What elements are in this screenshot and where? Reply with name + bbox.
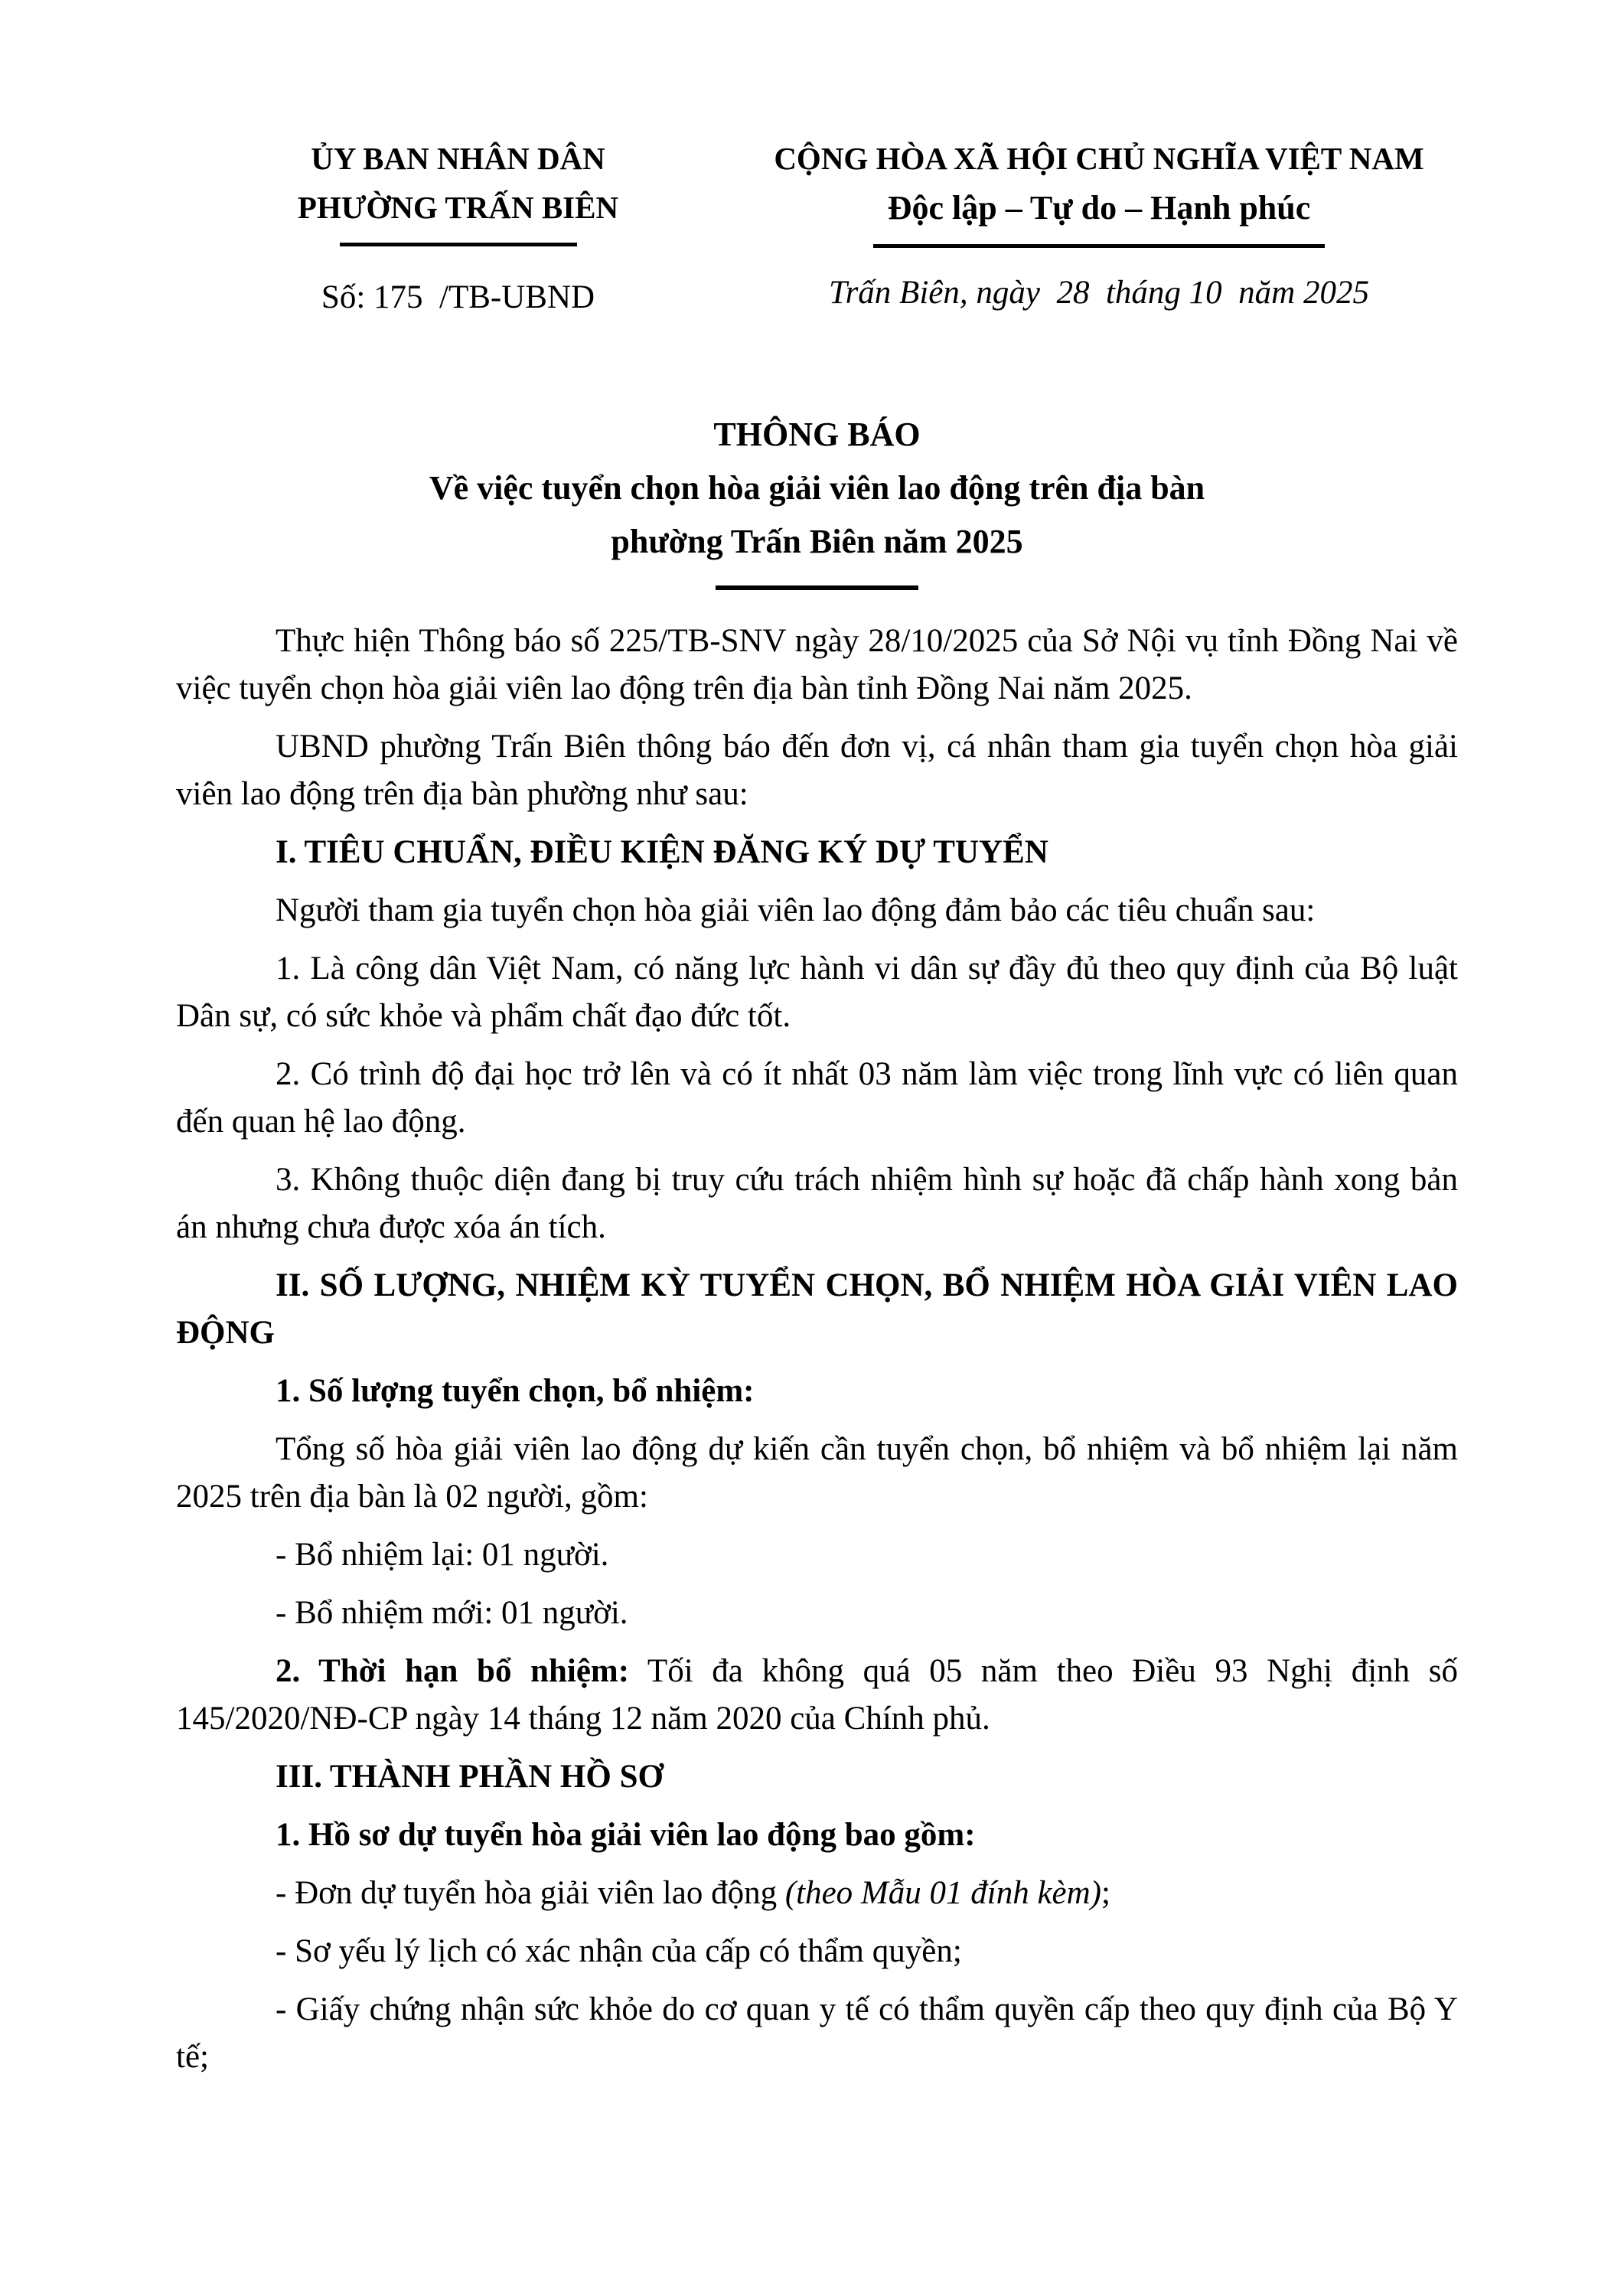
title-underline xyxy=(716,585,918,590)
agency-name-line2: PHƯỜNG TRẤN BIÊN xyxy=(297,190,619,225)
list-item-application-form xyxy=(176,1870,1458,1917)
motto-underline xyxy=(873,244,1325,248)
section-heading-2: II. SỐ LƯỢNG, NHIỆM KỲ TUYỂN CHỌN, BỔ NHIỆM HÒA GIẢI VIÊN LAO ĐỘNG xyxy=(176,1267,1458,1351)
issuing-agency-block xyxy=(176,134,740,316)
list-item-health-certificate: - Giấy chứng nhận sức khỏe do cơ quan y tế có thẩm quyền cấp theo quy định của Bộ Y tế; xyxy=(176,1991,1458,2075)
place-date-line: Trấn Biên, ngày 28 tháng 10 năm 2025 xyxy=(829,275,1369,311)
agency-underline xyxy=(340,243,577,246)
criteria-item-1: 1. Là công dân Việt Nam, có năng lực hành vi dân sự đầy đủ theo quy định của Bộ luật Dân sự, có sức khỏe và phẩm chất đạo đức tốt. xyxy=(176,951,1458,1034)
document-subject-line2: phường Trấn Biên năm 2025 xyxy=(611,523,1023,560)
list-item-reappoint: - Bổ nhiệm lại: 01 người. xyxy=(276,1537,609,1573)
list-item-resume: - Sơ yếu lý lịch có xác nhận của cấp có thẩm quyền; xyxy=(276,1933,962,1969)
title-underline-wrap xyxy=(176,569,1458,590)
list-item-newappoint: - Bổ nhiệm mới: 01 người. xyxy=(276,1595,628,1631)
criteria-item-3: 3. Không thuộc diện đang bị truy cứu trách nhiệm hình sự hoặc đã chấp hành xong bản án nhưng chưa được xóa án tích. xyxy=(176,1162,1458,1245)
paragraph-term xyxy=(176,1648,1458,1743)
agency-name-line1: ỦY BAN NHÂN DÂN xyxy=(311,141,605,176)
document-type-title: THÔNG BÁO xyxy=(713,416,921,453)
document-header xyxy=(176,134,1458,316)
criteria-item-2: 2. Có trình độ đại học trở lên và có ít nhất 03 năm làm việc trong lĩnh vực có liên quan đến quan hệ lao động. xyxy=(176,1056,1458,1140)
paragraph-quantity: Tổng số hòa giải viên lao động dự kiến cần tuyển chọn, bổ nhiệm và bổ nhiệm lại năm 2025 trên địa bàn là 02 người, gồm: xyxy=(176,1431,1458,1515)
motto-underline-wrap xyxy=(740,233,1458,248)
document-number: Số: 175 /TB-UBND xyxy=(321,279,595,315)
document-title-block xyxy=(176,408,1458,590)
term-label: 2. Thời hạn bổ nhiệm: xyxy=(276,1653,630,1689)
application-form-text: - Đơn dự tuyển hòa giải viên lao động xyxy=(276,1875,785,1911)
national-motto: Độc lập – Tự do – Hạnh phúc xyxy=(887,189,1311,227)
agency-underline-wrap xyxy=(176,232,740,246)
application-form-note: (theo Mẫu 01 đính kèm) xyxy=(784,1875,1101,1911)
national-title: CỘNG HÒA XÃ HỘI CHỦ NGHĨA VIỆT NAM xyxy=(774,141,1424,176)
subsection-heading-3-1: 1. Hồ sơ dự tuyển hòa giải viên lao động bao gồm: xyxy=(276,1817,976,1853)
application-form-end: ; xyxy=(1101,1875,1110,1911)
paragraph-basis: Thực hiện Thông báo số 225/TB-SNV ngày 28/10/2025 của Sở Nội vụ tỉnh Đồng Nai về việc tuyển chọn hòa giải viên lao động trên địa bàn tỉnh Đồng Nai năm 2025. xyxy=(176,623,1458,706)
section-heading-1: I. TIÊU CHUẨN, ĐIỀU KIỆN ĐĂNG KÝ DỰ TUYỂN xyxy=(276,834,1048,870)
document-subject-line1: Về việc tuyển chọn hòa giải viên lao động trên địa bàn xyxy=(429,469,1205,507)
term-text: Tối đa không quá 05 năm theo Điều 93 Nghị định số 145/2020/NĐ-CP ngày 14 tháng 12 năm 2020 của Chính phủ. xyxy=(176,1653,1459,1737)
section-heading-3: III. THÀNH PHẦN HỒ SƠ xyxy=(276,1759,664,1795)
national-motto-block xyxy=(740,134,1458,316)
paragraph-announce: UBND phường Trấn Biên thông báo đến đơn vị, cá nhân tham gia tuyển chọn hòa giải viên lao động trên địa bàn phường như sau: xyxy=(176,729,1458,812)
paragraph-criteria-intro: Người tham gia tuyển chọn hòa giải viên lao động đảm bảo các tiêu chuẩn sau: xyxy=(276,892,1316,928)
document-body xyxy=(176,618,1458,2081)
subsection-heading-2-1: 1. Số lượng tuyển chọn, bổ nhiệm: xyxy=(276,1373,755,1409)
